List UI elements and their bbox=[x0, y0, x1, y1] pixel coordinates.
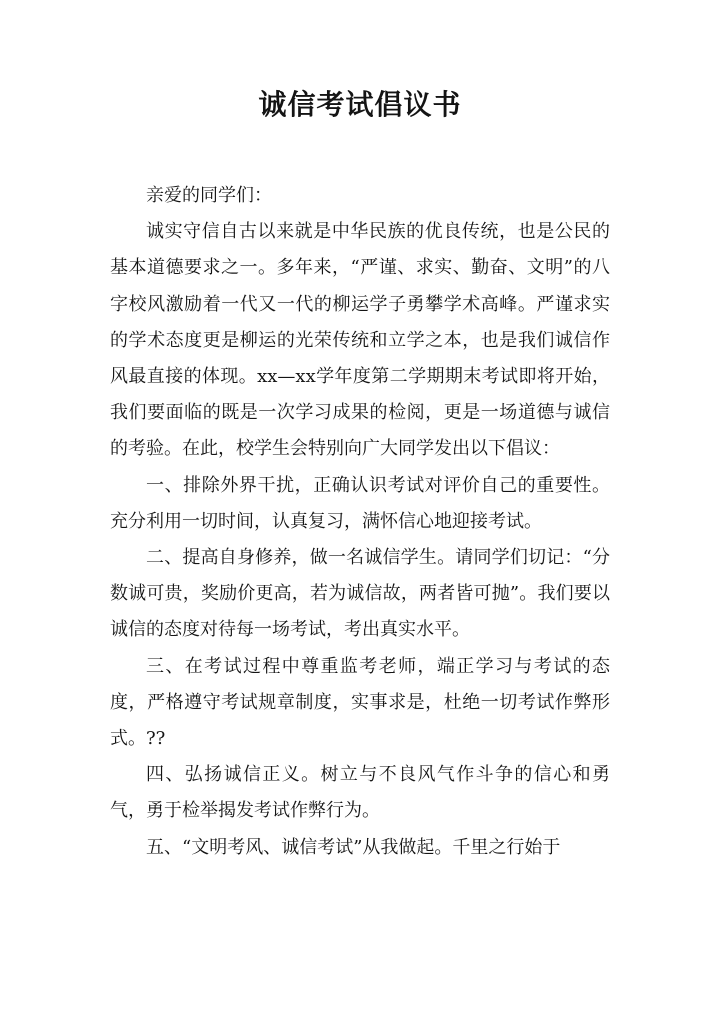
paragraph-proposal-5: 五、“文明考风、诚信考试”从我做起。千里之行始于 bbox=[146, 836, 561, 858]
paragraph-intro: 诚实守信自古以来就是中华民族的优良传统，也是公民的基本道德要求之一。多年来，“严谨、求实、勤奋、文明”的八字校风激励着一代又一代的柳运学子勇攀学术高峰。严谨求实的学术态度更是柳运的光荣传统和立学之本，也是我们诚信作风最直接的体现。xx—xx学年度第二学期期末考试即将开始，我们要面临的既是一次学习成果的检阅，更是一场道德与诚信的考验。在此，校学生会特别向广大同学发出以下倡议： bbox=[110, 221, 610, 460]
greeting: 亲爱的同学们： bbox=[146, 185, 272, 206]
paragraph-proposal-3: 三、在考试过程中尊重监考老师，端正学习与考试的态度，严格遵守考试规章制度，实事求是，杜绝一切考试作弊形式。?? bbox=[110, 655, 610, 750]
paragraph-proposal-2: 二、提高自身修养，做一名诚信学生。请同学们切记：“分数诚可贵，奖励价更高，若为诚信故，两者皆可抛”。我们要以诚信的态度对待每一场考试，考出真实水平。 bbox=[110, 547, 610, 641]
document-body bbox=[110, 178, 610, 866]
paragraph-proposal-4: 四、弘扬诚信正义。树立与不良风气作斗争的信心和勇气，勇于检举揭发考试作弊行为。 bbox=[110, 764, 610, 822]
paragraph-proposal-1: 一、排除外界干扰，正确认识考试对评价自己的重要性。充分利用一切时间，认真复习，满怀信心地迎接考试。 bbox=[110, 474, 610, 532]
document-title: 诚信考试倡议书 bbox=[258, 88, 462, 121]
